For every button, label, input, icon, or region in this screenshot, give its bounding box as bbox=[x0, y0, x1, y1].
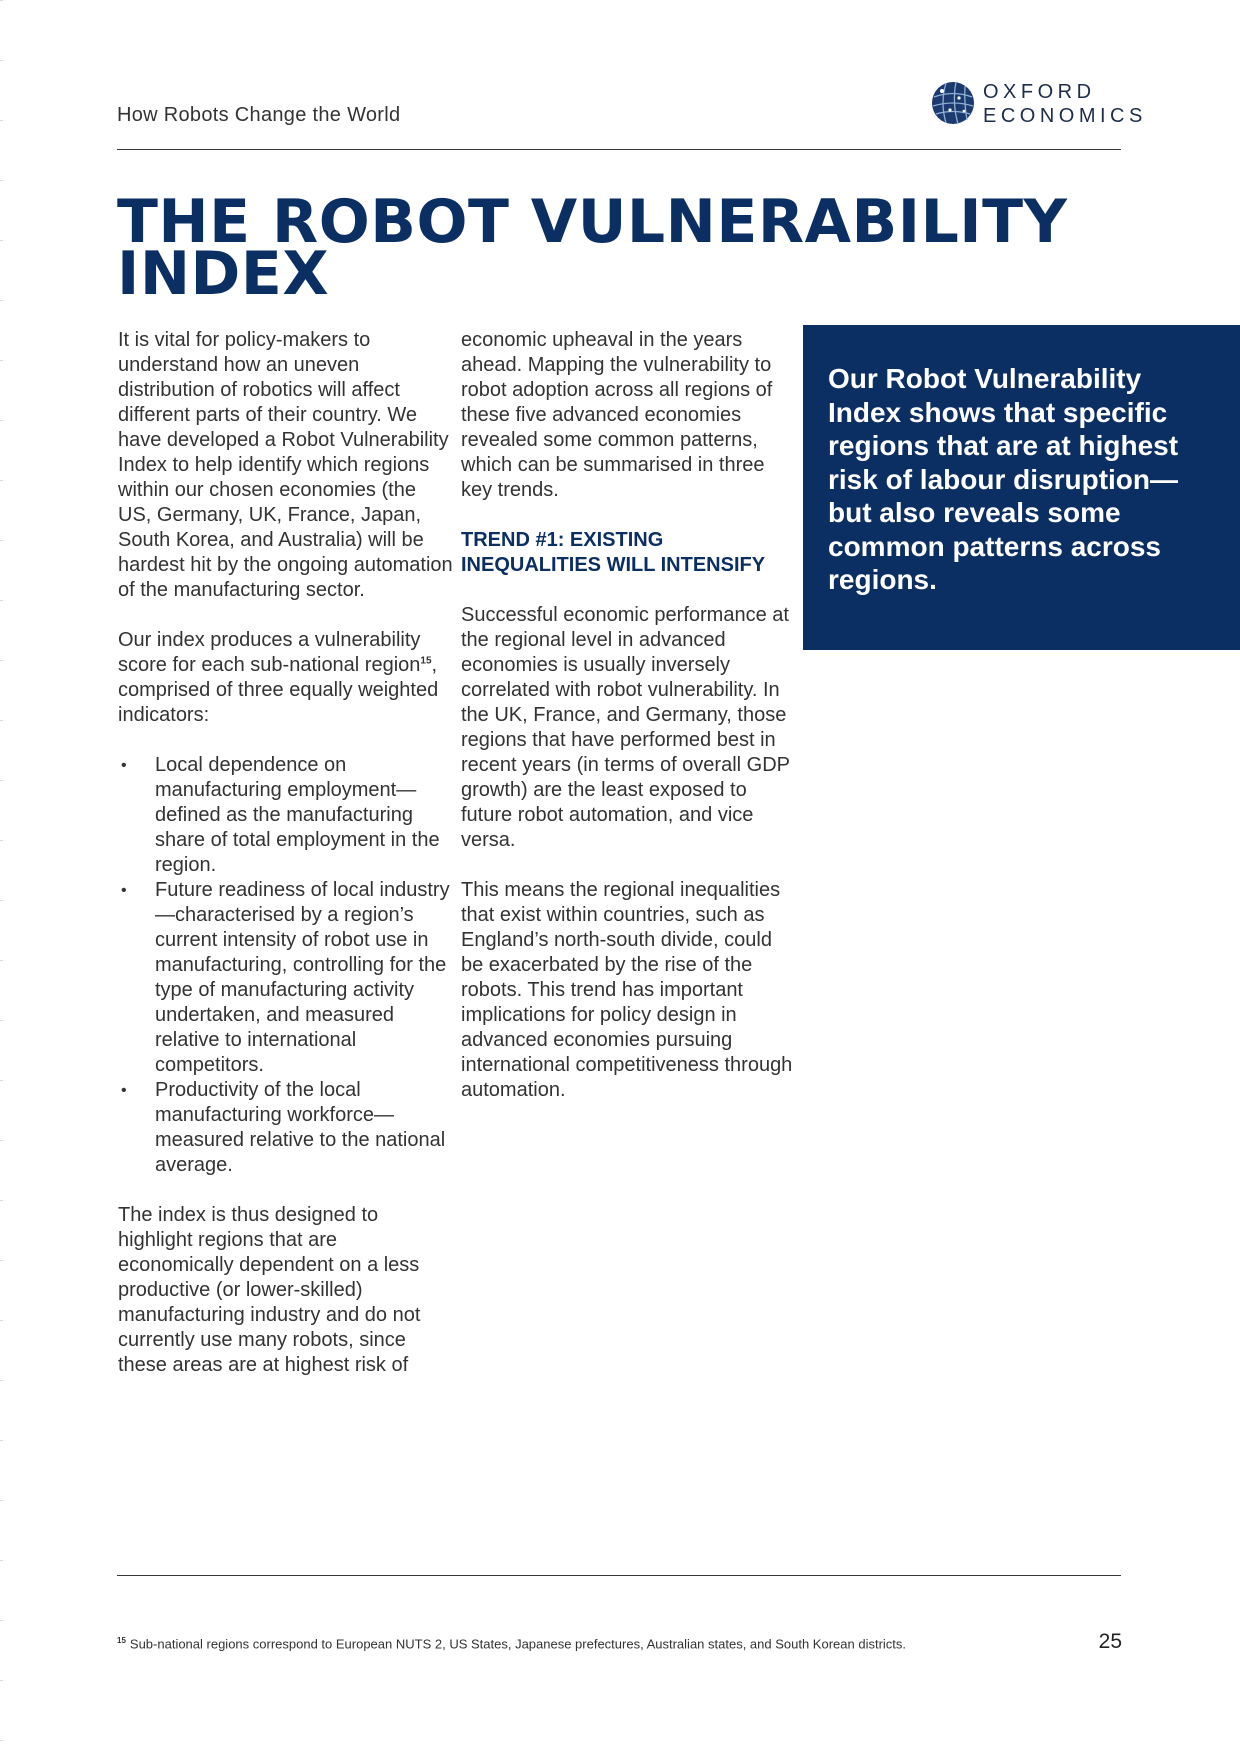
indicator-item: • Future readiness of local industry—characterised by a region’s current intensity of robot use in manufacturing, controlling for the type of manufacturing activity undertaken, and measured relative to international competitors. bbox=[118, 878, 453, 1078]
index-description-text: Our index produces a vulnerability score for each sub-national region bbox=[118, 629, 421, 676]
footnote bbox=[117, 1636, 906, 1651]
trend-1-paragraph: Successful economic performance at the regional level in advanced economies is usually inversely correlated with robot vulnerability. In the UK, France, and Germany, those regions that have performed best in recent years (in terms of overall GDP growth) are the least exposed to future robot automation, and vice versa. bbox=[461, 604, 790, 851]
running-header-title: How Robots Change the World bbox=[117, 104, 401, 126]
index-description-text-end: , comprised of three equally weighted indicators: bbox=[118, 654, 439, 726]
trend-1-implications-paragraph: This means the regional inequalities that exist within countries, such as England’s north-south divide, could be exacerbated by the rise of the robots. This trend has important implications for policy design in advanced economies pursuing international competitiveness through automation. bbox=[461, 879, 793, 1101]
indicator-list bbox=[118, 753, 453, 1178]
index-description-paragraph bbox=[118, 628, 453, 728]
indicator-item: • Productivity of the local manufacturing workforce—measured relative to the national average. bbox=[118, 1078, 453, 1178]
globe-icon bbox=[930, 80, 976, 126]
page-number: 25 bbox=[1098, 1630, 1122, 1653]
trend-1-heading: TREND #1: EXISTING INEQUALITIES WILL INTENSIFY bbox=[461, 529, 766, 576]
page-title-line-2: INDEX bbox=[117, 239, 330, 309]
page-title bbox=[117, 187, 1068, 309]
text-column-middle bbox=[461, 328, 796, 1128]
logo-wordmark bbox=[983, 80, 1147, 128]
indicator-item: • Local dependence on manufacturing employment—defined as the manufacturing share of total employment in the region. bbox=[118, 753, 453, 878]
text-column-left bbox=[118, 328, 453, 1403]
continuation-paragraph: economic upheaval in the years ahead. Mapping the vulnerability to robot adoption across all regions of these five advanced economies revealed some common patterns, which can be summarised in three key trends. bbox=[461, 329, 773, 501]
pull-quote-text: Our Robot Vulnerability Index shows that specific regions that are at highest risk of labour disruption—but also reveals some common patterns across regions. bbox=[828, 363, 1179, 595]
intro-paragraph: It is vital for policy-makers to understand how an uneven distribution of robotics will affect different parts of their country. We have developed a Robot Vulnerability Index to help identify which regions within our chosen economies (the US, Germany, UK, France, Japan, South Korea, and Australia) will be hardest hit by the ongoing automation of the manufacturing sector. bbox=[118, 329, 453, 601]
pull-quote-box bbox=[803, 325, 1240, 650]
logo-line-oxford: OXFORD bbox=[983, 81, 1096, 103]
footnote-number: 15 bbox=[117, 1636, 126, 1645]
page-edge-marks bbox=[0, 0, 3, 1754]
index-purpose-paragraph: The index is thus designed to highlight regions that are economically dependent on a less productive (or lower-skilled) manufacturing industry and do not currently use many robots, since these areas are at highest risk of bbox=[118, 1204, 421, 1376]
footnote-text: Sub-national regions correspond to European NUTS 2, US States, Japanese prefectures, Australian states, and South Korean districts. bbox=[129, 1636, 907, 1652]
footnote-reference[interactable]: 15 bbox=[420, 655, 432, 667]
oxford-economics-logo bbox=[930, 80, 1147, 130]
page-title-line-1: THE ROBOT VULNERABILITY bbox=[117, 187, 1068, 257]
footer-rule bbox=[117, 1575, 1121, 1576]
header-rule bbox=[117, 149, 1121, 150]
logo-line-economics: ECONOMICS bbox=[983, 105, 1147, 127]
